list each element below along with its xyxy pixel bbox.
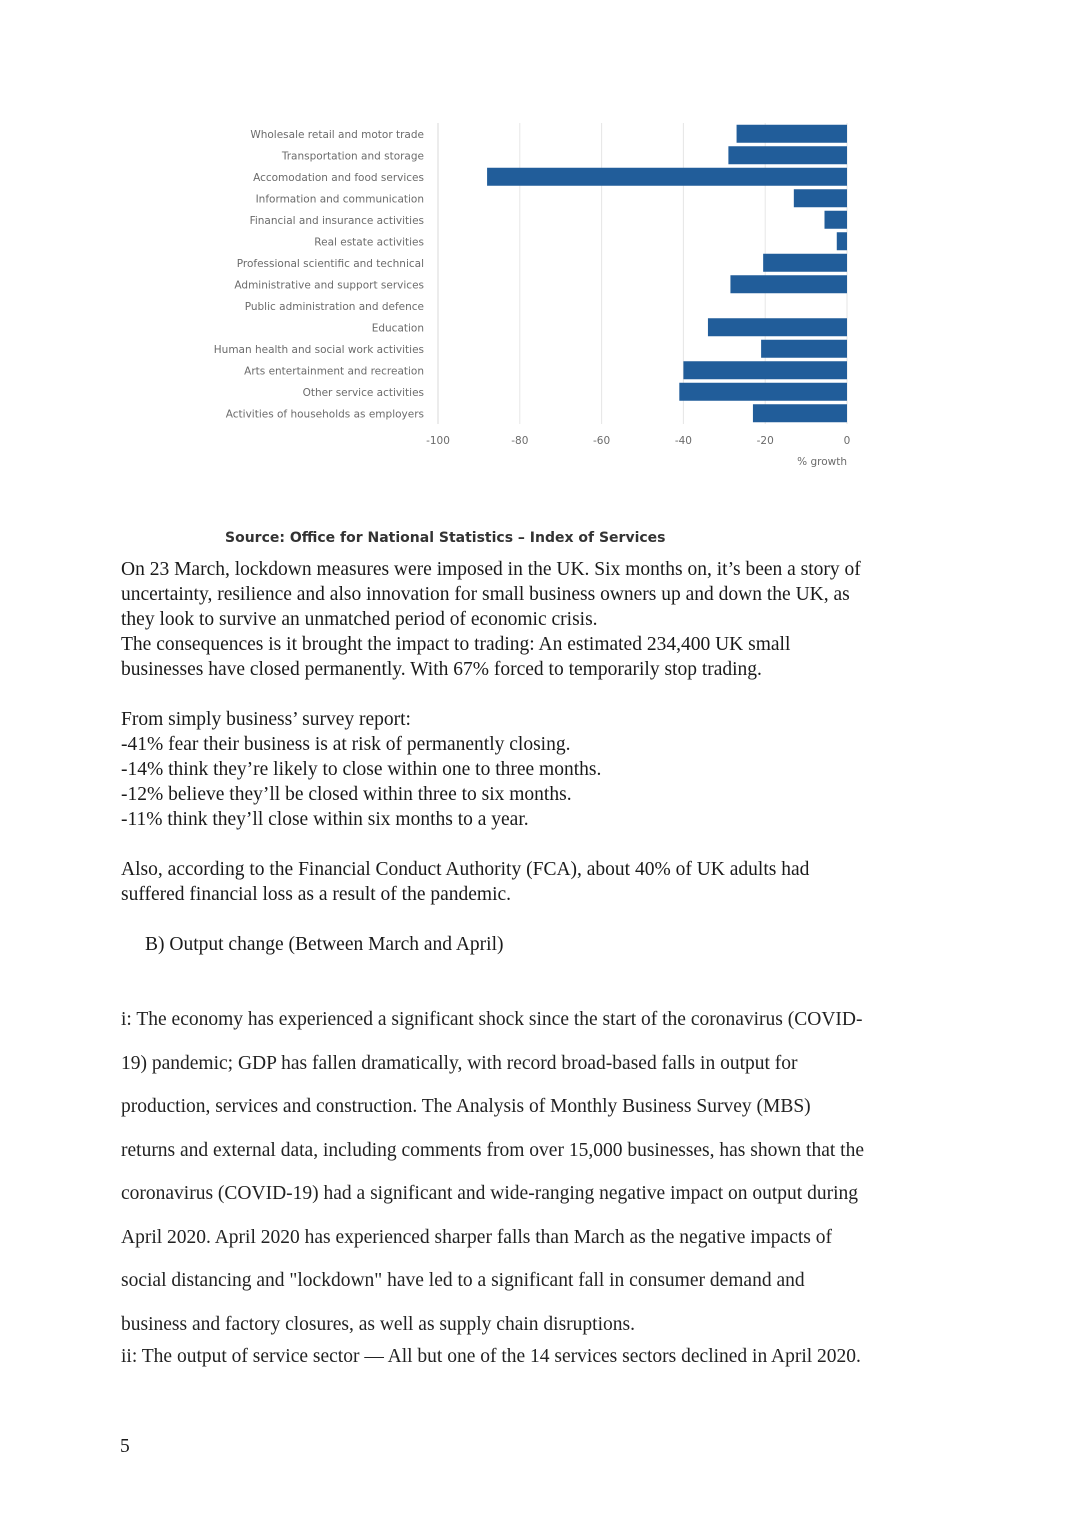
text-line: April 2020. April 2020 has experienced sharper falls than March as the negative impacts of <box>121 1226 832 1248</box>
text-line: The consequences is it brought the impact to trading: An estimated 234,400 UK small <box>121 634 791 655</box>
list-item: -11% think they’ll close within six months to a year. <box>121 809 529 830</box>
text-line: From simply business’ survey report: <box>121 709 411 730</box>
text-line: coronavirus (COVID-19) had a significant and wide-ranging negative impact on output during <box>121 1183 859 1204</box>
bar <box>825 211 847 229</box>
category-label: Wholesale retail and motor trade <box>250 128 424 141</box>
tick-label: -80 <box>511 435 529 447</box>
tick-label: 0 <box>843 435 851 447</box>
text-line: business and factory closures, as well as supply chain disruptions. <box>121 1313 635 1335</box>
bar <box>763 254 847 272</box>
page-number: 5 <box>120 1436 130 1457</box>
text-line: 19) pandemic; GDP has fallen dramatically, with record broad-based falls in output for <box>121 1052 798 1074</box>
text-line: uncertainty, resilience and also innovation for small business owners up and down the UK, as <box>121 584 850 605</box>
bar <box>730 275 847 293</box>
category-label: Transportation and storage <box>281 150 424 163</box>
services-growth-chart-svg <box>200 118 880 478</box>
category-label: Activities of households as employers <box>225 408 424 421</box>
bar <box>837 232 847 250</box>
paragraph-economy-shock <box>121 998 971 1346</box>
list-item: -41% fear their business is at risk of permanently closing. <box>121 734 571 755</box>
category-label: Administrative and support services <box>234 279 424 292</box>
bar <box>708 318 847 336</box>
text-line: suffered financial loss as a result of the pandemic. <box>121 884 512 905</box>
bar <box>737 125 847 143</box>
source-caption: Source: Office for National Statistics – Index of Services <box>225 530 666 546</box>
text-line: returns and external data, including comments from over 15,000 businesses, has shown that the <box>121 1139 864 1161</box>
text-line: On 23 March, lockdown measures were imposed in the UK. Six months on, it’s been a story of <box>121 559 861 580</box>
category-label: Human health and social work activities <box>213 343 424 356</box>
section-heading-output-change: B) Output change (Between March and April) <box>145 934 504 955</box>
category-label: Public administration and defence <box>244 300 424 313</box>
bar <box>679 383 847 401</box>
text-line: Also, according to the Financial Conduct Authority (FCA), about 40% of UK adults had <box>121 859 810 880</box>
category-label: Real estate activities <box>314 236 424 249</box>
paragraph-survey-report <box>121 707 961 832</box>
bar <box>728 146 847 164</box>
bar <box>753 404 847 422</box>
tick-label: -20 <box>756 435 774 447</box>
category-label: Professional scientific and technical <box>236 257 424 270</box>
text-line: i: The economy has experienced a significant shock since the start of the coronavirus (COVID- <box>121 1009 863 1030</box>
text-line: businesses have closed permanently. With 67% forced to temporarily stop trading. <box>121 659 762 680</box>
category-label: Education <box>371 322 424 335</box>
paragraph-fca <box>121 857 961 907</box>
text-line: production, services and construction. The Analysis of Monthly Business Survey (MBS) <box>121 1096 811 1117</box>
tick-label: -40 <box>674 435 692 447</box>
list-item: -12% believe they’ll be closed within three to six months. <box>121 784 572 805</box>
paragraph-service-sector: ii: The output of service sector — All but one of the 14 services sectors declined in April 2020. <box>121 1346 861 1367</box>
text-line: they look to survive an unmatched period of economic crisis. <box>121 609 598 630</box>
list-item: -14% think they’re likely to close within one to three months. <box>121 759 602 780</box>
tick-label: -60 <box>593 435 611 447</box>
category-label: Accomodation and food services <box>253 171 424 184</box>
services-growth-chart <box>200 118 880 478</box>
category-label: Arts entertainment and recreation <box>244 365 424 378</box>
bar <box>683 361 847 379</box>
bar <box>487 168 847 186</box>
category-label: Information and communication <box>255 193 424 206</box>
category-label: Other service activities <box>302 386 424 399</box>
bar <box>794 189 847 207</box>
text-line: social distancing and "lockdown" have led to a significant fall in consumer demand and <box>121 1270 805 1291</box>
bar <box>761 340 847 358</box>
x-axis-title: % growth <box>797 456 847 468</box>
tick-label: -100 <box>426 435 450 447</box>
paragraph-lockdown <box>121 557 961 682</box>
category-label: Financial and insurance activities <box>249 214 424 227</box>
